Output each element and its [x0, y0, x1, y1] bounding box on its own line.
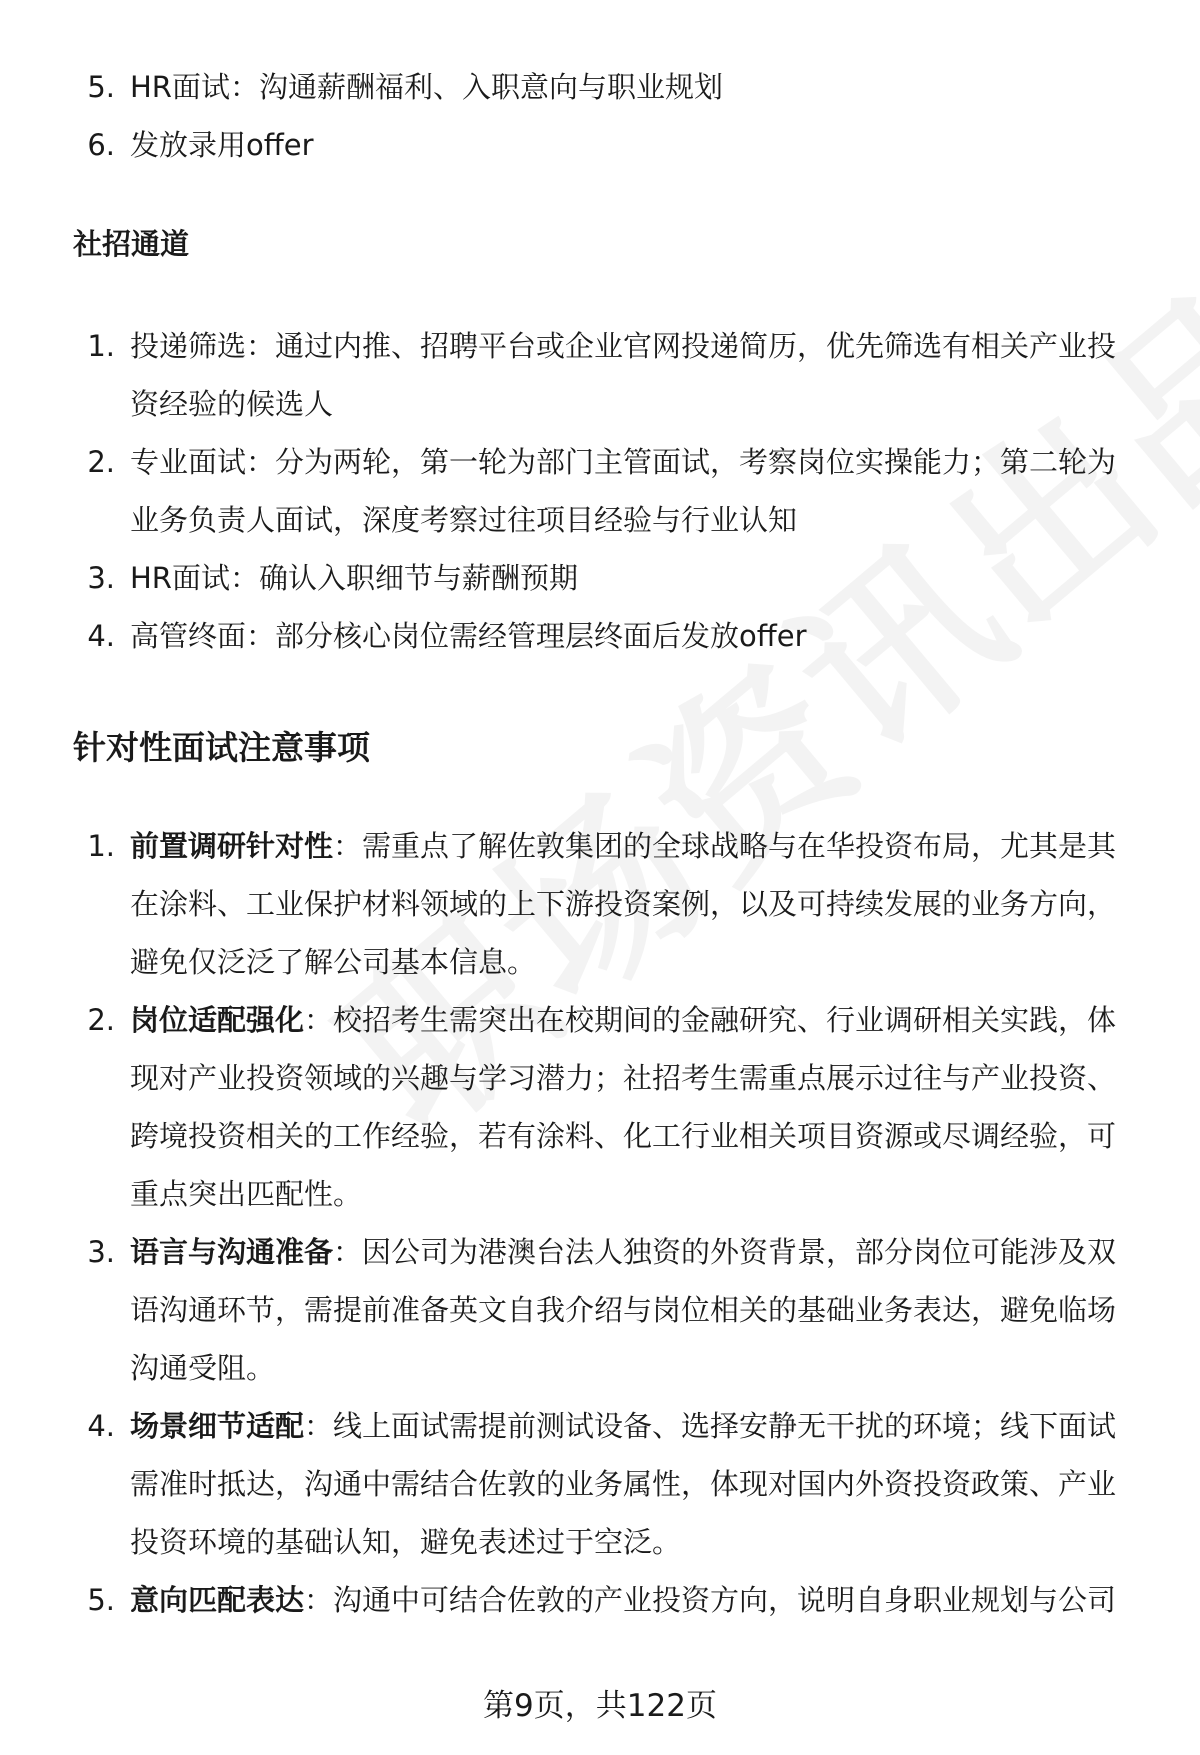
list-item: 1. 投递筛选：通过内推、招聘平台或企业官网投递简历，优先筛选有相关产业投资经验的候选人: [87, 329, 1117, 421]
list-item: 3. HR面试：确认入职细节与薪酬预期: [87, 561, 578, 595]
list-item: 4. 高管终面：部分核心岗位需经管理层终面后发放offer: [87, 619, 807, 653]
social-steps: [75, 317, 1140, 665]
list-item: 2. 专业面试：分为两轮，第一轮为部门主管面试，考察岗位实操能力；第二轮为业务负责人面试，深度考察过往项目经验与行业认知: [87, 445, 1117, 537]
list-item: 4. 场景细节适配：线上面试需提前测试设备、选择安静无干扰的环境；线下面试需准时抵达，沟通中需结合佐敦的业务属性，体现对国内外资投资政策、产业投资环境的基础认知，避免表述过于空泛。: [87, 1409, 1117, 1559]
notes-list: [75, 817, 1140, 1629]
list-item: 2. 岗位适配强化：校招考生需突出在校期间的金融研究、行业调研相关实践，体现对产业投资领域的兴趣与学习潜力；社招考生需重点展示过往与产业投资、跨境投资相关的工作经验，若有涂料、化工行业相关项目资源或尽调经验，可重点突出匹配性。: [87, 1003, 1117, 1211]
list-item: 3. 语言与沟通准备：因公司为港澳台法人独资的外资背景，部分岗位可能涉及双语沟通环节，需提前准备英文自我介绍与岗位相关的基础业务表达，避免临场沟通受阻。: [87, 1235, 1117, 1385]
list-item: 1. 前置调研针对性：需重点了解佐敦集团的全球战略与在华投资布局，尤其是其在涂料、工业保护材料领域的上下游投资案例，以及可持续发展的业务方向，避免仅泛泛了解公司基本信息。: [87, 829, 1117, 979]
notes-heading: 针对性面试注意事项: [73, 728, 370, 767]
list-item: 5. HR面试：沟通薪酬福利、入职意向与职业规划: [87, 70, 723, 104]
page-footer: 第9页，共122页: [483, 1688, 717, 1724]
list-item: 5. 意向匹配表达：沟通中可结合佐敦的产业投资方向，说明自身职业规划与公司: [87, 1583, 1117, 1617]
campus-steps-tail: [75, 58, 1140, 174]
social-heading: 社招通道: [73, 227, 190, 261]
list-item: 6. 发放录用offer: [87, 128, 314, 162]
